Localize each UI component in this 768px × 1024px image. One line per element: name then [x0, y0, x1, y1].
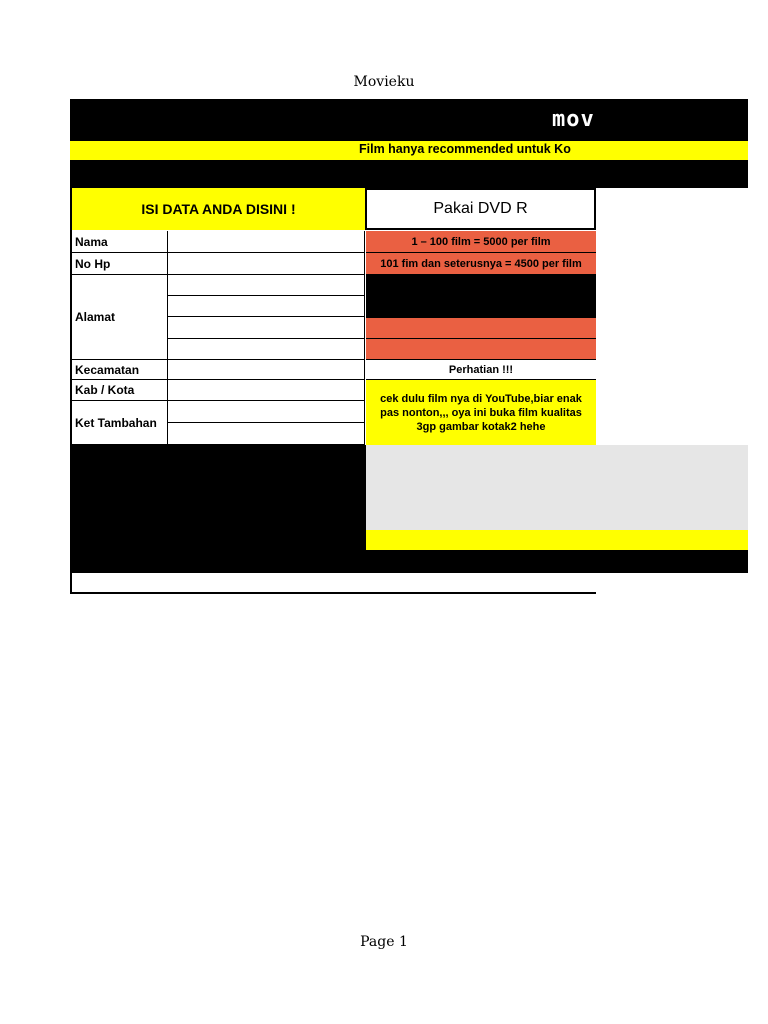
label-alamat: Alamat: [72, 275, 168, 360]
bottom-black-band: [70, 550, 748, 573]
notice-text: cek dulu film nya di YouTube,biar enak pas nonton,,, oya ini buka film kualitas 3gp gambar kotak2 hehe: [366, 380, 596, 445]
black-band: [70, 160, 748, 188]
bottom-yellow-strip: [366, 530, 748, 550]
form-heading: ISI DATA ANDA DISINI !: [72, 188, 365, 230]
input-nama[interactable]: [168, 231, 365, 253]
price-row-1: 1 – 100 film = 5000 per film: [366, 231, 596, 253]
subtitle-strip: [70, 141, 748, 160]
input-alamat-1[interactable]: [168, 275, 365, 296]
product-box: Pakai DVD R: [365, 188, 596, 230]
price-empty-row-2: [366, 339, 596, 360]
notice-title: Perhatian !!!: [366, 360, 596, 380]
input-no-hp[interactable]: [168, 253, 365, 275]
subtitle-text: Film hanya recommended untuk Ko: [359, 142, 571, 156]
input-alamat-3[interactable]: [168, 317, 365, 339]
page-footer: Page 1: [360, 934, 408, 950]
input-alamat-4[interactable]: [168, 339, 365, 360]
input-kecamatan[interactable]: [168, 360, 365, 380]
label-kecamatan: Kecamatan: [72, 360, 168, 380]
label-ket-tambahan: Ket Tambahan: [72, 401, 168, 445]
input-kab-kota[interactable]: [168, 380, 365, 401]
lower-black-left: [70, 445, 366, 550]
price-row-2: 101 fim dan seterusnya = 4500 per film: [366, 253, 596, 275]
price-black-block: [366, 275, 596, 318]
label-nama: Nama: [72, 231, 168, 253]
input-ket-tambahan-1[interactable]: [168, 401, 365, 423]
price-empty-row-1: [366, 318, 596, 339]
page-header: Movieku: [353, 74, 415, 90]
banner: [70, 99, 748, 141]
input-ket-tambahan-2[interactable]: [168, 423, 365, 445]
label-no-hp: No Hp: [72, 253, 168, 275]
label-kab-kota: Kab / Kota: [72, 380, 168, 401]
bottom-empty-row: [70, 573, 596, 594]
banner-title: mov: [552, 107, 595, 132]
input-alamat-2[interactable]: [168, 296, 365, 317]
gray-block: [366, 445, 748, 530]
